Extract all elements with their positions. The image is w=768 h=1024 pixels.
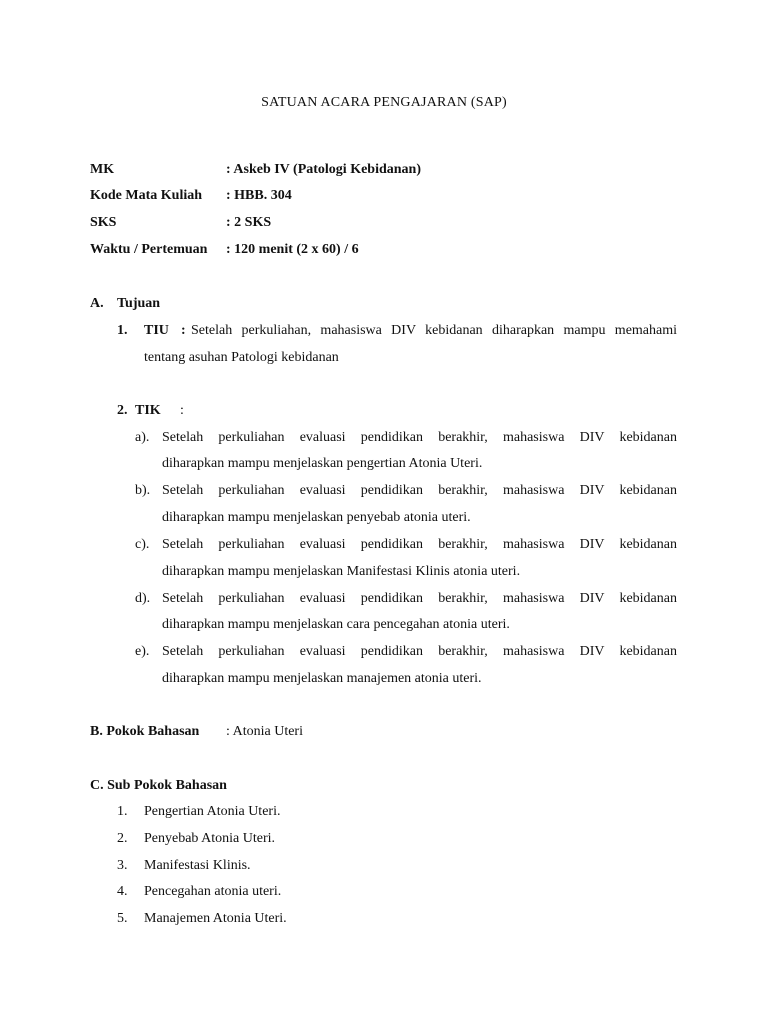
tik-item-line1: Setelah perkuliahan evaluasi pendidikan berakhir, mahasiswa DIV kebidanan bbox=[162, 483, 677, 498]
tik-item-marker: e). bbox=[135, 644, 150, 659]
sub-topic-number: 4. bbox=[117, 884, 128, 899]
tiu-number: 1. bbox=[117, 323, 128, 338]
section-b-value: : Atonia Uteri bbox=[226, 724, 303, 739]
sub-topic-text: Manifestasi Klinis. bbox=[144, 858, 251, 873]
tik-item-marker: a). bbox=[135, 430, 150, 445]
tik-item-marker: b). bbox=[135, 483, 151, 498]
tiu-label: TIU bbox=[144, 323, 169, 338]
sub-topic-text: Pengertian Atonia Uteri. bbox=[144, 804, 281, 819]
info-value-mk: : Askeb IV (Patologi Kebidanan) bbox=[226, 162, 421, 177]
tiu-text-line1: Setelah perkuliahan, mahasiswa DIV kebidanan diharapkan mampu memahami bbox=[191, 323, 677, 338]
section-a-heading: Tujuan bbox=[117, 296, 161, 311]
info-value-kode: : HBB. 304 bbox=[226, 188, 292, 203]
sub-topic-text: Pencegahan atonia uteri. bbox=[144, 884, 282, 899]
document-title: SATUAN ACARA PENGAJARAN (SAP) bbox=[261, 95, 507, 110]
sub-topic-number: 3. bbox=[117, 858, 128, 873]
info-label-sks: SKS bbox=[90, 215, 117, 230]
tiu-text-line2: tentang asuhan Patologi kebidanan bbox=[144, 350, 339, 365]
info-label-kode: Kode Mata Kuliah bbox=[90, 188, 203, 203]
info-value-sks: : 2 SKS bbox=[226, 215, 272, 230]
tik-item-marker: c). bbox=[135, 537, 150, 552]
tik-item-line2: diharapkan mampu menjelaskan pengertian Atonia Uteri. bbox=[162, 456, 483, 471]
sub-topic-number: 1. bbox=[117, 804, 128, 819]
tiu-colon: : bbox=[181, 323, 186, 338]
tik-item-line1: Setelah perkuliahan evaluasi pendidikan berakhir, mahasiswa DIV kebidanan bbox=[162, 591, 677, 606]
info-label-mk: MK bbox=[90, 162, 115, 177]
sub-topic-number: 2. bbox=[117, 831, 128, 846]
tik-number: 2. bbox=[117, 403, 128, 418]
sub-topic-text: Manajemen Atonia Uteri. bbox=[144, 911, 287, 926]
tik-item-line1: Setelah perkuliahan evaluasi pendidikan berakhir, mahasiswa DIV kebidanan bbox=[162, 430, 677, 445]
tik-colon: : bbox=[180, 403, 184, 418]
tik-item-line1: Setelah perkuliahan evaluasi pendidikan berakhir, mahasiswa DIV kebidanan bbox=[162, 644, 677, 659]
tik-item-line2: diharapkan mampu menjelaskan penyebab atonia uteri. bbox=[162, 510, 471, 525]
section-c-heading: C. Sub Pokok Bahasan bbox=[90, 778, 227, 793]
section-b-heading: B. Pokok Bahasan bbox=[90, 724, 200, 739]
sub-topic-number: 5. bbox=[117, 911, 128, 926]
tik-label: TIK bbox=[135, 403, 161, 418]
section-a-marker: A. bbox=[90, 296, 104, 311]
tik-item-marker: d). bbox=[135, 591, 151, 606]
tik-item-line1: Setelah perkuliahan evaluasi pendidikan berakhir, mahasiswa DIV kebidanan bbox=[162, 537, 677, 552]
info-value-waktu: : 120 menit (2 x 60) / 6 bbox=[226, 242, 359, 257]
tik-item-line2: diharapkan mampu menjelaskan Manifestasi Klinis atonia uteri. bbox=[162, 564, 521, 579]
tik-item-line2: diharapkan mampu menjelaskan cara pencegahan atonia uteri. bbox=[162, 617, 510, 632]
sub-topic-text: Penyebab Atonia Uteri. bbox=[144, 831, 276, 846]
tik-item-line2: diharapkan mampu menjelaskan manajemen atonia uteri. bbox=[162, 671, 482, 686]
info-label-waktu: Waktu / Pertemuan bbox=[90, 242, 208, 257]
